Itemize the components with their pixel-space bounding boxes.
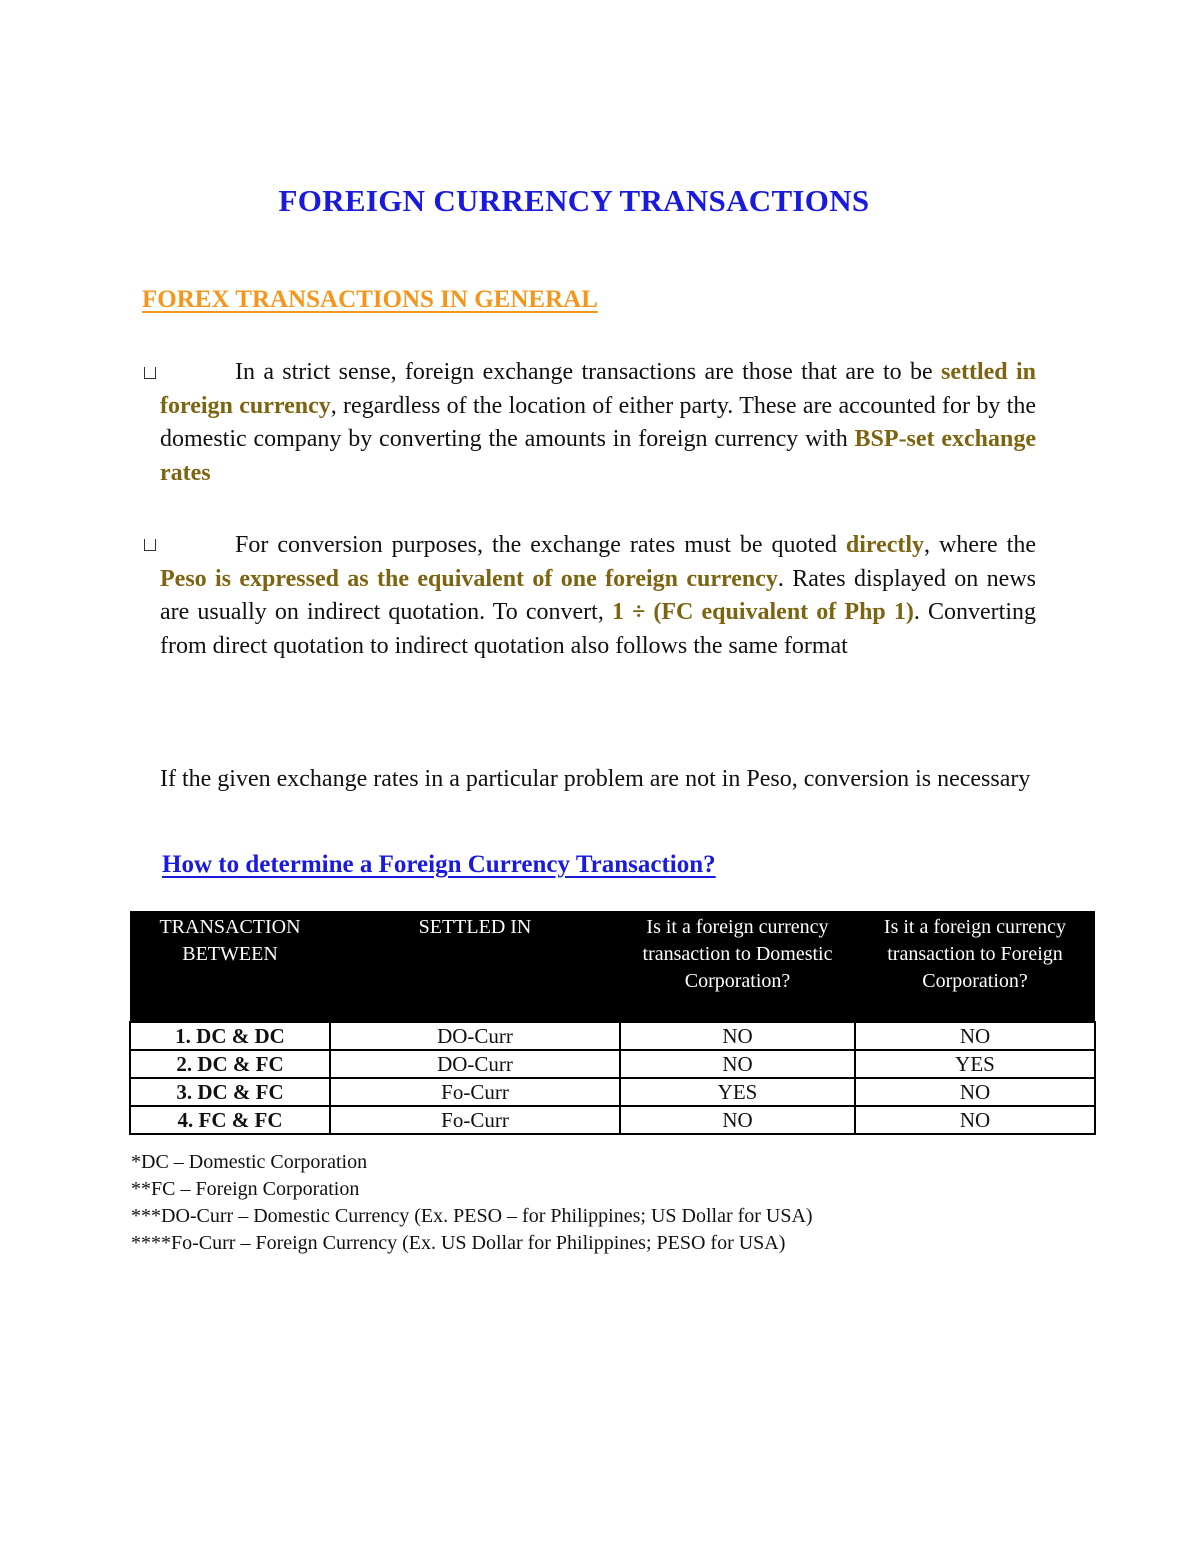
column-header: SETTLED IN <box>330 911 620 1022</box>
bullet-icon <box>144 367 156 379</box>
text-run: For conversion purposes, the exchange rates must be quoted <box>235 532 846 558</box>
table-cell: Fo-Curr <box>330 1078 620 1106</box>
footnote: ****Fo-Curr – Foreign Currency (Ex. US Dollar for Philippines; PESO for USA) <box>131 1232 786 1254</box>
table-cell: NO <box>855 1078 1095 1106</box>
table-cell: NO <box>855 1106 1095 1134</box>
table-cell: 4. FC & FC <box>130 1106 330 1134</box>
text-run: . Converting from direct quotation to indirect quotation also follows the same format <box>160 599 1037 659</box>
table-cell: Fo-Curr <box>330 1106 620 1134</box>
table-heading-link[interactable]: How to determine a Foreign Currency Transaction? <box>162 851 716 878</box>
note-paragraph: If the given exchange rates in a particular problem are not in Peso, conversion is necessary <box>160 766 1031 792</box>
transaction-table <box>129 911 1096 1135</box>
footnote: *DC – Domestic Corporation <box>131 1151 368 1173</box>
highlight-text: directly <box>845 532 925 558</box>
page-title: FOREIGN CURRENCY TRANSACTIONS <box>278 183 870 218</box>
column-header: Is it a foreign currency transaction to Domestic Corporation? <box>620 911 855 1022</box>
table-cell: 2. DC & FC <box>130 1050 330 1078</box>
table-cell: NO <box>620 1050 855 1078</box>
footnote: ***DO-Curr – Domestic Currency (Ex. PESO – for Philippines; US Dollar for USA) <box>131 1205 813 1227</box>
column-header: Is it a foreign currency transaction to Foreign Corporation? <box>855 911 1095 1022</box>
table-cell: YES <box>855 1050 1095 1078</box>
table-cell: NO <box>855 1022 1095 1050</box>
bullet-icon <box>144 539 156 551</box>
highlight-text: 1 ÷ (FC equivalent of Php 1) <box>611 599 914 625</box>
text-run: In a strict sense, foreign exchange transactions are those that are to be <box>235 359 941 385</box>
text-run: . Rates displayed on news are usually on indirect quotation. To convert, <box>160 565 1036 625</box>
text-run: , regardless of the location of either party. These are accounted for by the domestic company by converting the amounts in foreign currency with <box>160 392 1036 452</box>
table-row <box>130 1022 1095 1050</box>
table-cell: YES <box>620 1078 855 1106</box>
table-header-row <box>130 911 1095 1022</box>
table-cell: DO-Curr <box>330 1050 620 1078</box>
footnotes <box>131 1149 813 1257</box>
column-header: TRANSACTION BETWEEN <box>130 911 330 1022</box>
table-cell: 3. DC & FC <box>130 1078 330 1106</box>
table-row <box>130 1106 1095 1134</box>
table-cell: NO <box>620 1106 855 1134</box>
table-cell: NO <box>620 1022 855 1050</box>
bullet-paragraph-1 <box>160 356 1036 490</box>
text-run: , where the <box>924 532 1036 558</box>
table-row <box>130 1078 1095 1106</box>
table-cell: DO-Curr <box>330 1022 620 1050</box>
bullet-paragraph-2 <box>160 529 1036 663</box>
table-row <box>130 1050 1095 1078</box>
highlight-text: settled in foreign currency <box>160 359 1036 419</box>
table-cell: 1. DC & DC <box>130 1022 330 1050</box>
highlight-text: BSP-set exchange rates <box>160 426 1036 486</box>
footnote: **FC – Foreign Corporation <box>131 1178 360 1200</box>
section-heading: FOREX TRANSACTIONS IN GENERAL <box>142 286 598 313</box>
highlight-text: Peso is expressed as the equivalent of one foreign currency <box>160 565 778 592</box>
